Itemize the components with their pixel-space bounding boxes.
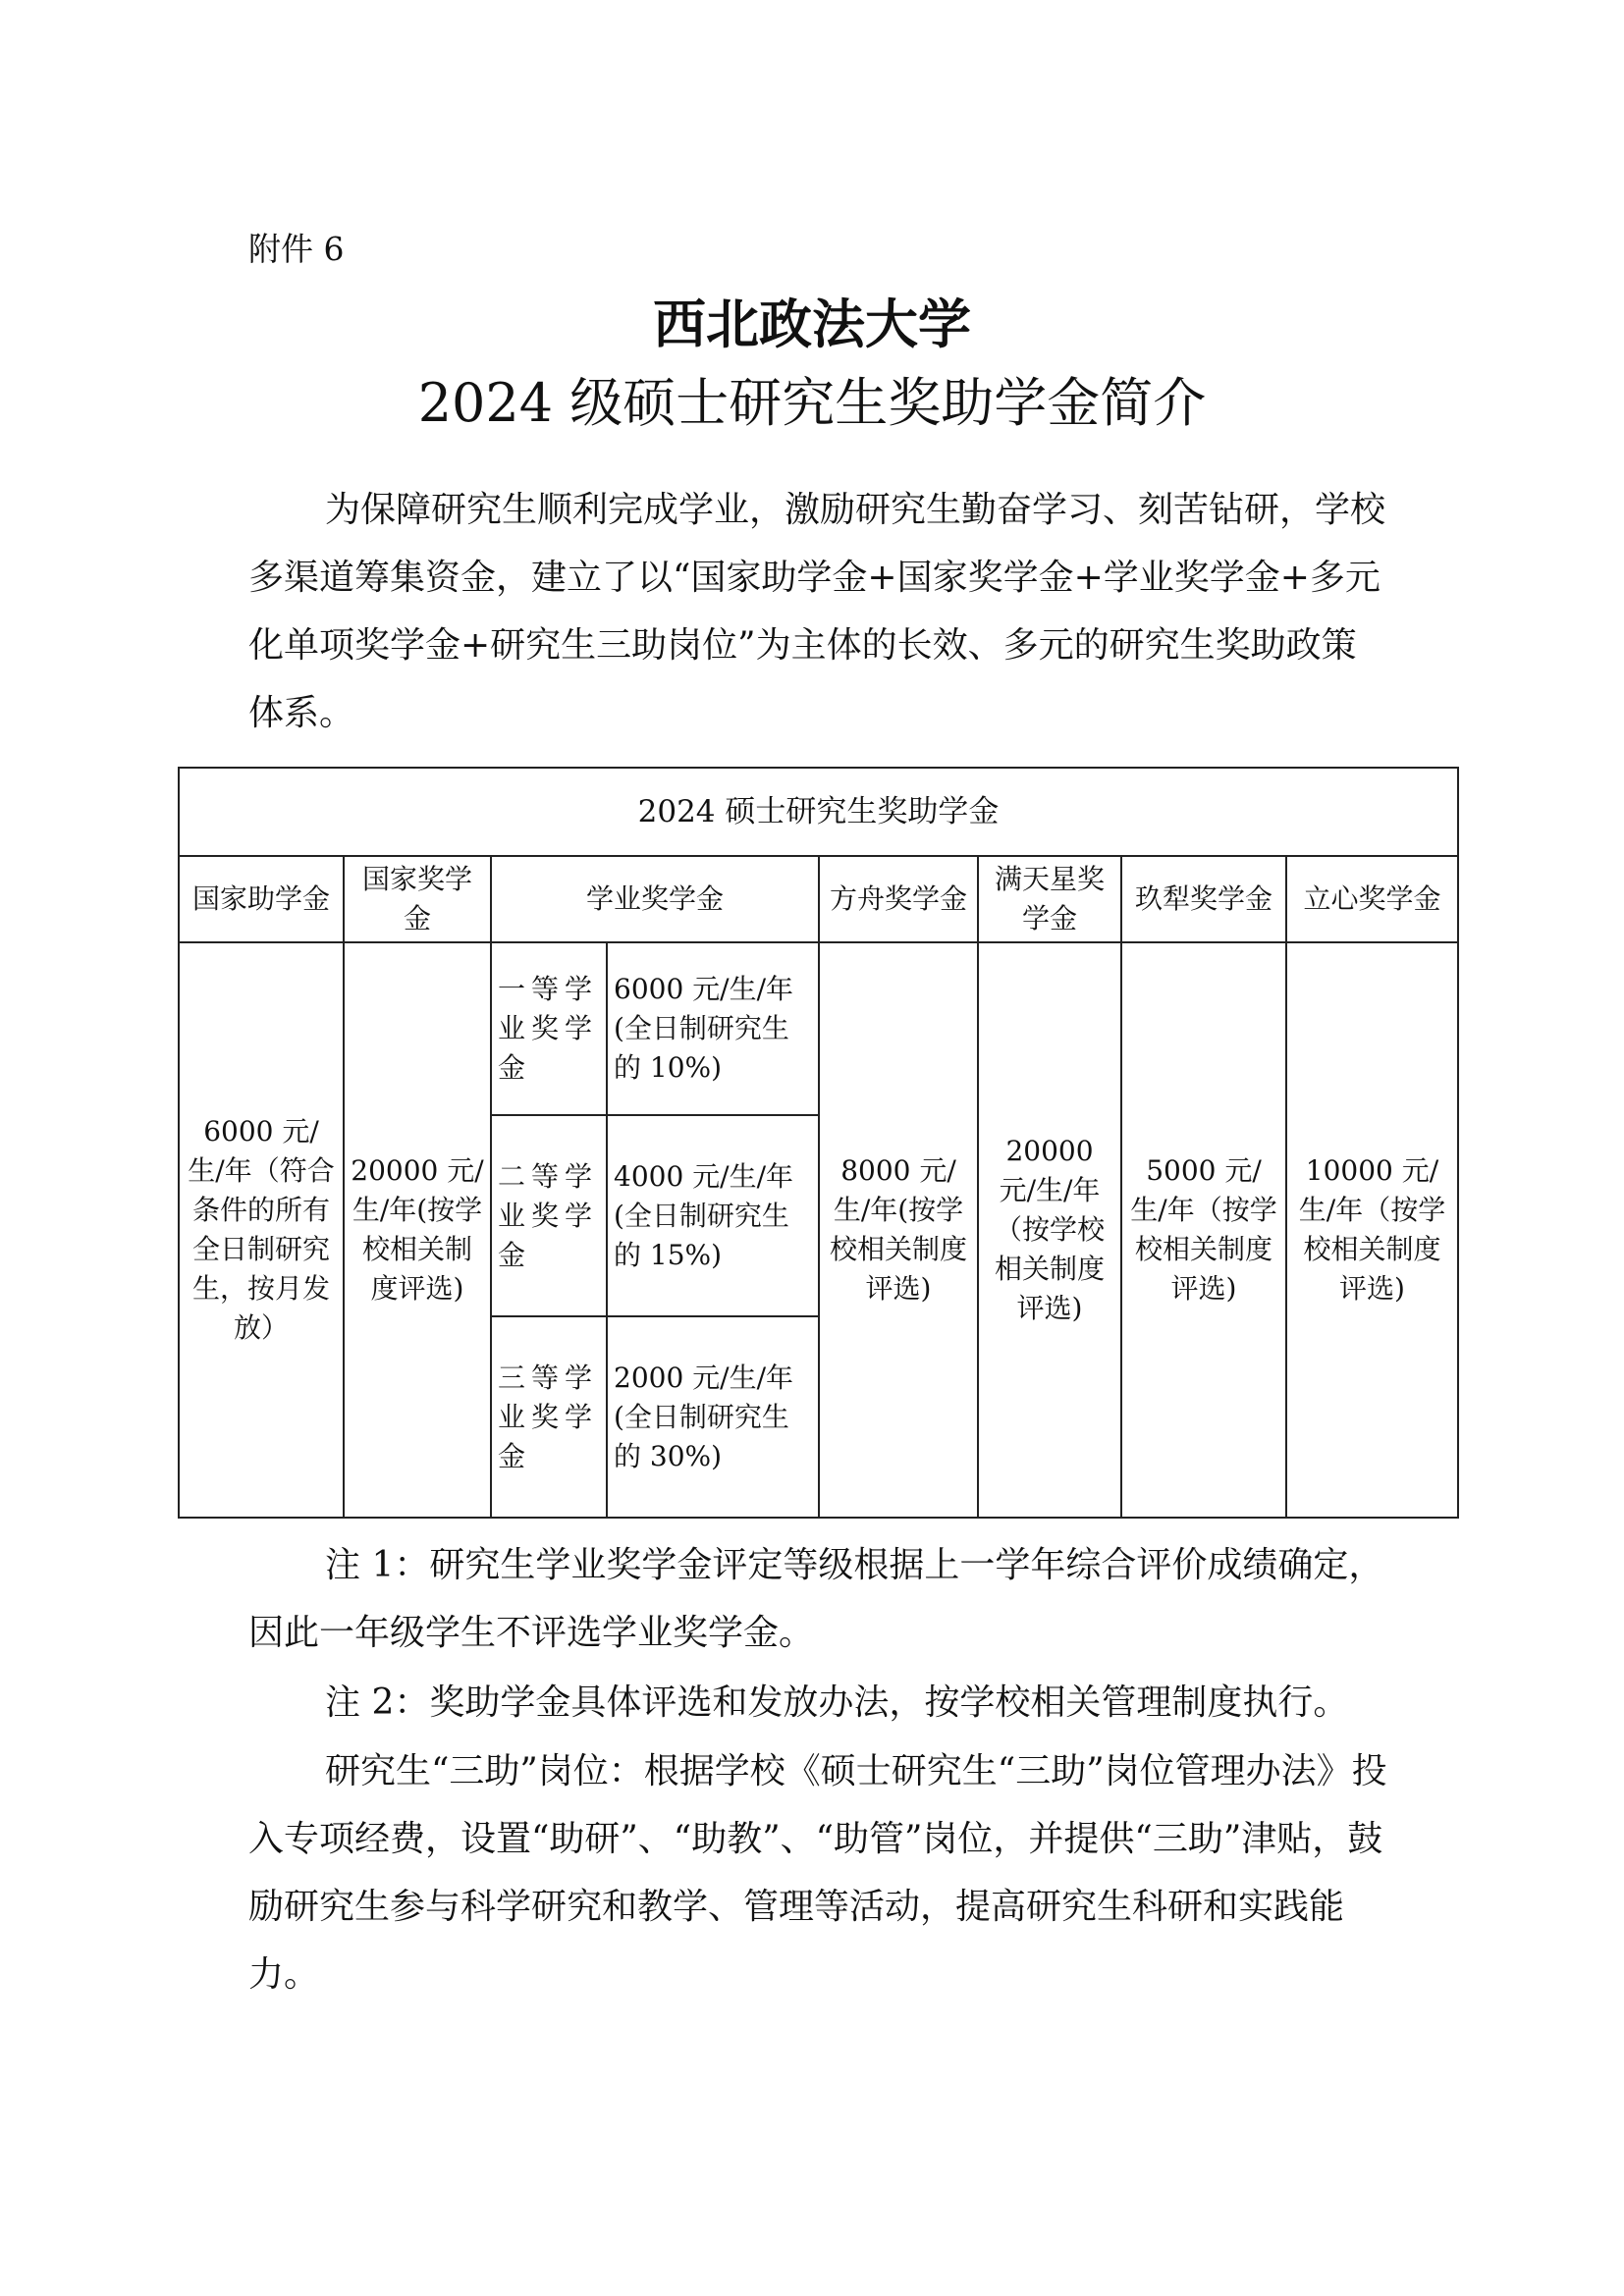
academic-amount-2: 4000 元/生/年(全日制研究生的 15%) bbox=[607, 1115, 819, 1316]
header-academic-scholarship: 学业奖学金 bbox=[491, 856, 819, 942]
note-1: 注 1：研究生学业奖学金评定等级根据上一学年综合评价成绩确定，因此一年级学生不评选学业奖学金。 bbox=[248, 1545, 1384, 1653]
header-national-grant: 国家助学金 bbox=[179, 856, 344, 942]
intro-paragraph: 为保障研究生顺利完成学业，激励研究生勤奋学习、刻苦钻研，学校多渠道筹集资金，建立了以“国家助学金+国家奖学金+学业奖学金+多元化单项奖学金+研究生三助岗位”为主体的长效、多元的研究生奖助政策体系。 bbox=[248, 490, 1386, 733]
cell-lixin: 10000 元/生/年（按学校相关制度评选) bbox=[1286, 942, 1458, 1518]
note-2: 注 2：奖助学金具体评选和发放办法，按学校相关管理制度执行。 bbox=[325, 1682, 1349, 1723]
academic-amount-3: 2000 元/生/年(全日制研究生的 30%) bbox=[607, 1316, 819, 1518]
cell-jiuli: 5000 元/生/年（按学校相关制度评选) bbox=[1121, 942, 1286, 1518]
academic-level-2: 二等学业奖学金 bbox=[491, 1115, 607, 1316]
scholarship-table bbox=[178, 767, 1459, 1519]
academic-level-1: 一等学业奖学金 bbox=[491, 942, 607, 1115]
header-fangzhou-scholarship: 方舟奖学金 bbox=[819, 856, 978, 942]
cell-national-grant: 6000 元/生/年（符合条件的所有全日制研究生，按月发放） bbox=[179, 942, 344, 1518]
header-lixin-scholarship: 立心奖学金 bbox=[1286, 856, 1458, 942]
academic-amount-1: 6000 元/生/年(全日制研究生的 10%) bbox=[607, 942, 819, 1115]
cell-national-scholarship: 20000 元/生/年(按学校相关制度评选) bbox=[344, 942, 491, 1518]
cell-fangzhou: 8000 元/生/年(按学校相关制度评选) bbox=[819, 942, 978, 1518]
cell-mantianxing: 20000 元/生/年 （按学校相关制度评选) bbox=[978, 942, 1121, 1518]
academic-level-3: 三等学业奖学金 bbox=[491, 1316, 607, 1518]
header-national-scholarship: 国家奖学金 bbox=[344, 856, 491, 942]
document-title: 西北政法大学 bbox=[653, 293, 971, 355]
header-jiuli-scholarship: 玖犁奖学金 bbox=[1121, 856, 1286, 942]
document-subtitle: 2024 级硕士研究生奖助学金简介 bbox=[417, 372, 1207, 434]
attachment-label: 附件 6 bbox=[248, 230, 345, 268]
sanzhu-paragraph: 研究生“三助”岗位：根据学校《硕士研究生“三助”岗位管理办法》投入专项经费，设置“助研”、“助教”、“助管”岗位，并提供“三助”津贴，鼓励研究生参与科学研究和教学、管理等活动，提高研究生科研和实践能力。 bbox=[248, 1751, 1387, 1995]
table-caption: 2024 硕士研究生奖助学金 bbox=[179, 768, 1458, 856]
header-mantianxing-scholarship: 满天星奖学金 bbox=[978, 856, 1121, 942]
